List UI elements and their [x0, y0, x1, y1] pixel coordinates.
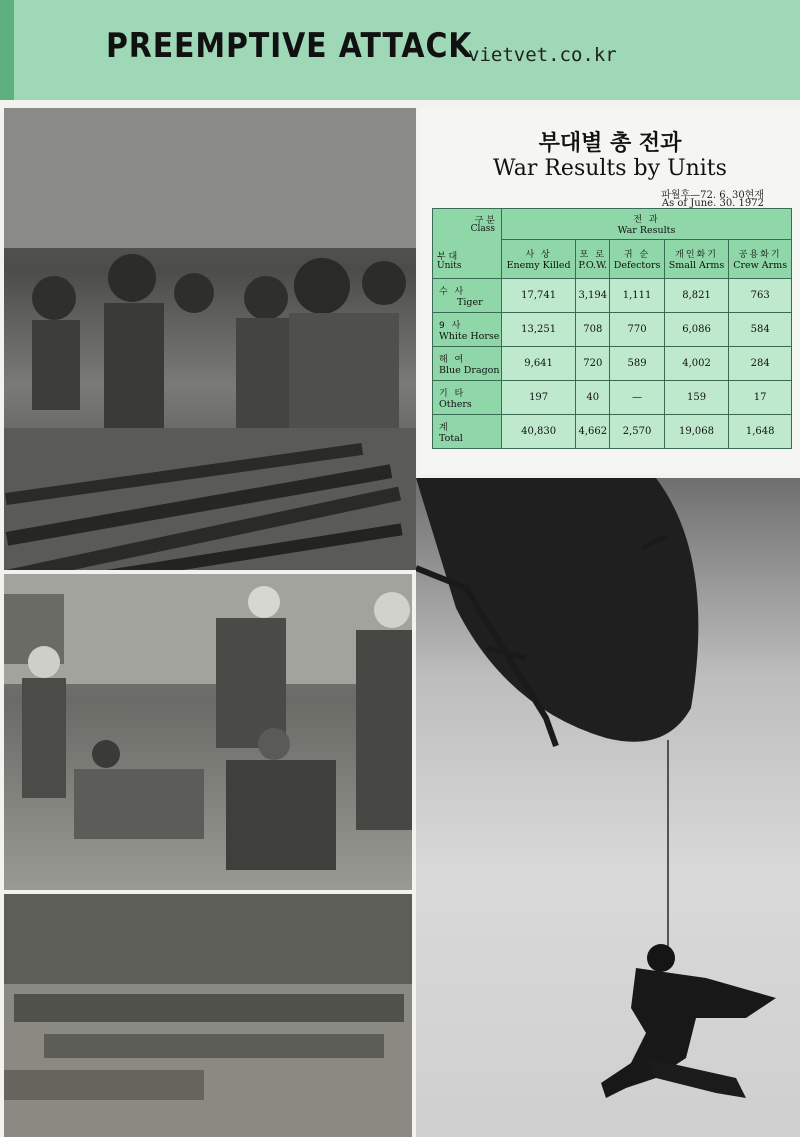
corner-header-cell [433, 209, 502, 279]
page-title: PREEMPTIVE ATTACK [106, 26, 473, 66]
column-header-en: Enemy Killed [506, 260, 571, 271]
table-cell: 2,570 [610, 415, 664, 449]
table-cell: 584 [729, 313, 792, 347]
table-cell: 720 [576, 347, 610, 381]
column-header-en: Crew Arms [733, 260, 788, 271]
row-label-en: Blue Dragon [439, 364, 500, 376]
corner-units-en: Units [437, 261, 462, 271]
table-cell: 13,251 [502, 313, 576, 347]
table-row-total [433, 415, 792, 449]
photo-soldiers-field [4, 574, 412, 890]
photo-helicopter-hoist [416, 478, 800, 1137]
row-label-en: Others [439, 398, 472, 410]
row-header-cell [433, 313, 502, 347]
photo-helicopter-hoist-drawing [416, 478, 800, 1137]
table-cell: 6,086 [664, 313, 729, 347]
column-header-ko: 포 로 [579, 250, 606, 260]
table-cell: 1,648 [729, 415, 792, 449]
photo-soldiers-field-drawing [4, 574, 412, 890]
table-cell: 1,111 [610, 279, 664, 313]
group-header-ko: 전 과 [633, 215, 660, 225]
row-header-cell [433, 279, 502, 313]
war-results-table [432, 208, 792, 449]
group-header-en: War Results [617, 225, 676, 236]
table-title-korean: 부대별 총 전과 [538, 131, 682, 156]
table-cell: 589 [610, 347, 664, 381]
table-cell: 284 [729, 347, 792, 381]
table-cell: 770 [610, 313, 664, 347]
row-label-ko: 해 여 [439, 354, 466, 365]
table-cell: 40 [576, 381, 610, 415]
row-label-ko: 수 사 [439, 286, 466, 297]
header-banner [0, 0, 800, 100]
row-label-ko: 계 [439, 422, 450, 433]
group-header-cell [502, 209, 792, 240]
table-cell: 40,830 [502, 415, 576, 449]
row-label-en: Tiger [457, 296, 483, 308]
column-header-cell [729, 240, 792, 279]
photo-grass-field [4, 894, 412, 1137]
corner-class-ko: 구 분 [474, 216, 495, 226]
table-cell: 763 [729, 279, 792, 313]
table-row [433, 313, 792, 347]
column-header-cell [502, 240, 576, 279]
column-header-cell [610, 240, 664, 279]
row-label-ko: 9 사 [439, 320, 463, 331]
row-header-cell [433, 347, 502, 381]
table-cell: 19,068 [664, 415, 729, 449]
table-cell: 708 [576, 313, 610, 347]
column-header-ko: 귀 순 [623, 250, 651, 260]
column-header-ko: 공용화기 [738, 250, 782, 260]
table-row [433, 279, 792, 313]
war-results-panel [420, 108, 800, 474]
column-header-en: P.O.W. [578, 260, 608, 271]
table-cell: 3,194 [576, 279, 610, 313]
table-cell: 17,741 [502, 279, 576, 313]
banner-edge-strip [0, 0, 14, 100]
table-cell: — [610, 381, 664, 415]
column-header-cell [664, 240, 729, 279]
photo-weapons-inspection-drawing [4, 108, 416, 570]
column-header-en: Small Arms [668, 260, 725, 271]
row-label-en: White Horse [439, 330, 500, 342]
column-header-ko: 사 상 [525, 250, 552, 260]
table-date-korean: 파월후—72. 6. 30현재 [661, 190, 764, 201]
column-header-en: Defectors [613, 260, 661, 271]
corner-class-en: Class [470, 224, 495, 234]
table-cell: 8,821 [664, 279, 729, 313]
table-title-english: War Results by Units [493, 156, 727, 181]
table-cell: 4,662 [576, 415, 610, 449]
site-watermark: vietvet.co.kr [468, 44, 617, 66]
row-label-en: Total [439, 432, 463, 444]
corner-units-ko: 부 대 [437, 252, 458, 262]
photo-grass-field-drawing [4, 894, 412, 1137]
table-date-english: As of June. 30. 1972 [661, 198, 764, 209]
column-header-ko: 개인화기 [675, 250, 718, 260]
photo-weapons-inspection [4, 108, 416, 570]
table-cell: 197 [502, 381, 576, 415]
row-header-cell [433, 381, 502, 415]
table-row [433, 347, 792, 381]
row-label-ko: 기 타 [439, 388, 466, 399]
table-cell: 159 [664, 381, 729, 415]
row-header-cell [433, 415, 502, 449]
table-cell: 17 [729, 381, 792, 415]
table-row [433, 381, 792, 415]
table-cell: 9,641 [502, 347, 576, 381]
table-cell: 4,002 [664, 347, 729, 381]
column-header-cell [576, 240, 610, 279]
